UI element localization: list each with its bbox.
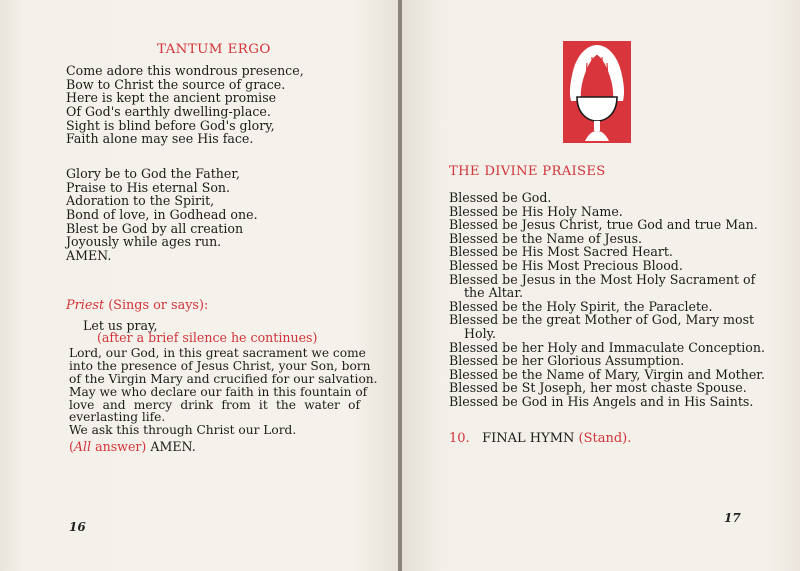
stanza-line: Here is kept the ancient promise	[66, 90, 277, 106]
closing-prayer	[69, 346, 378, 438]
silence-rubric: (after a brief silence he continues)	[97, 330, 318, 345]
final-hymn-heading	[449, 432, 631, 446]
amen-response: AMEN.	[150, 439, 196, 454]
prayer-line: We ask this through Christ our Lord.	[69, 423, 297, 438]
let-us-pray: Let us pray,	[83, 318, 158, 333]
praise-line: Blessed be St Joseph, her most chaste Spouse.	[449, 380, 747, 396]
divine-praises-list	[449, 191, 765, 409]
all-label: All	[73, 439, 92, 454]
hymn-stanza-1	[66, 64, 304, 146]
stanza-line: Glory be to God the Father,	[66, 166, 240, 181]
praise-line: Blessed be God in His Angels and in His Saints.	[449, 393, 754, 409]
hymn-instruction: (Stand).	[578, 431, 632, 446]
stanza-line: Faith alone may see His face.	[66, 131, 254, 147]
praise-line: Blessed be His Holy Name.	[449, 203, 623, 219]
praise-line: Holy.	[464, 325, 497, 341]
praise-line: Blessed be the Holy Spirit, the Paraclete.	[449, 298, 713, 314]
stanza-line: Praise to His eternal Son.	[66, 179, 231, 195]
praise-line: Blessed be His Most Precious Blood.	[449, 257, 683, 273]
praise-line: the Altar.	[464, 285, 523, 301]
answer-word: answer)	[95, 439, 147, 454]
praise-line: Blessed be her Holy and Immaculate Conception.	[449, 339, 765, 355]
stanza-line: Adoration to the Spirit,	[66, 193, 215, 209]
prayer-line: love and mercy drink from it the water of	[69, 397, 360, 412]
prayer-line: Lord, our God, in this great sacrament we come	[69, 346, 366, 360]
page-number-left: 16	[69, 520, 86, 534]
stanza-line: Bond of love, in Godhead one.	[66, 207, 258, 223]
praise-line: Blessed be the Name of Jesus.	[449, 230, 643, 246]
prayer-line: everlasting life.	[69, 410, 166, 425]
stanza-line: Sight is blind before God's glory,	[66, 117, 275, 133]
praise-line: Blessed be His Most Sacred Heart.	[449, 244, 673, 260]
stanza-line: Joyously while ages run.	[66, 234, 222, 250]
praise-line: Blessed be Jesus in the Most Holy Sacrament of	[449, 271, 756, 287]
hymn-number: 10.	[449, 431, 470, 446]
praise-line: Blessed be her Glorious Assumption.	[449, 353, 685, 369]
prayer-line: into the presence of Jesus Christ, your Son, born	[69, 358, 371, 373]
priest-rubric	[66, 298, 208, 313]
praise-line: Blessed be the great Mother of God, Mary most	[449, 312, 755, 328]
stanza-line: AMEN.	[66, 248, 112, 264]
hymn-stanza-2	[66, 167, 258, 263]
stanza-line: Bow to Christ the source of grace.	[66, 76, 286, 92]
praise-line: Blessed be Jesus Christ, true God and true Man.	[449, 217, 758, 233]
stanza-line: Come adore this wondrous presence,	[66, 63, 304, 78]
all-answer-line	[69, 440, 196, 454]
priest-instruction: (Sings or says):	[108, 298, 209, 313]
stanza-line: Blest be God by all creation	[66, 220, 244, 236]
all-open-paren: (	[69, 439, 74, 454]
hymn-title: FINAL HYMN	[482, 431, 575, 446]
tantum-ergo-title: TANTUM ERGO	[157, 42, 271, 57]
priest-label: Priest	[66, 298, 105, 313]
prayer-line: of the Virgin Mary and crucified for our salvation.	[69, 371, 378, 386]
page-number-right: 17	[724, 511, 741, 525]
stanza-line: Of God's earthly dwelling-place.	[66, 104, 271, 120]
prayer-line: May we who declare our faith in this fountain of	[69, 384, 368, 399]
praise-line: Blessed be God.	[449, 190, 552, 205]
divine-praises-title: THE DIVINE PRAISES	[449, 164, 606, 179]
praise-line: Blessed be the Name of Mary, Virgin and Mother.	[449, 366, 765, 382]
hands-chalice-icon	[563, 41, 631, 143]
